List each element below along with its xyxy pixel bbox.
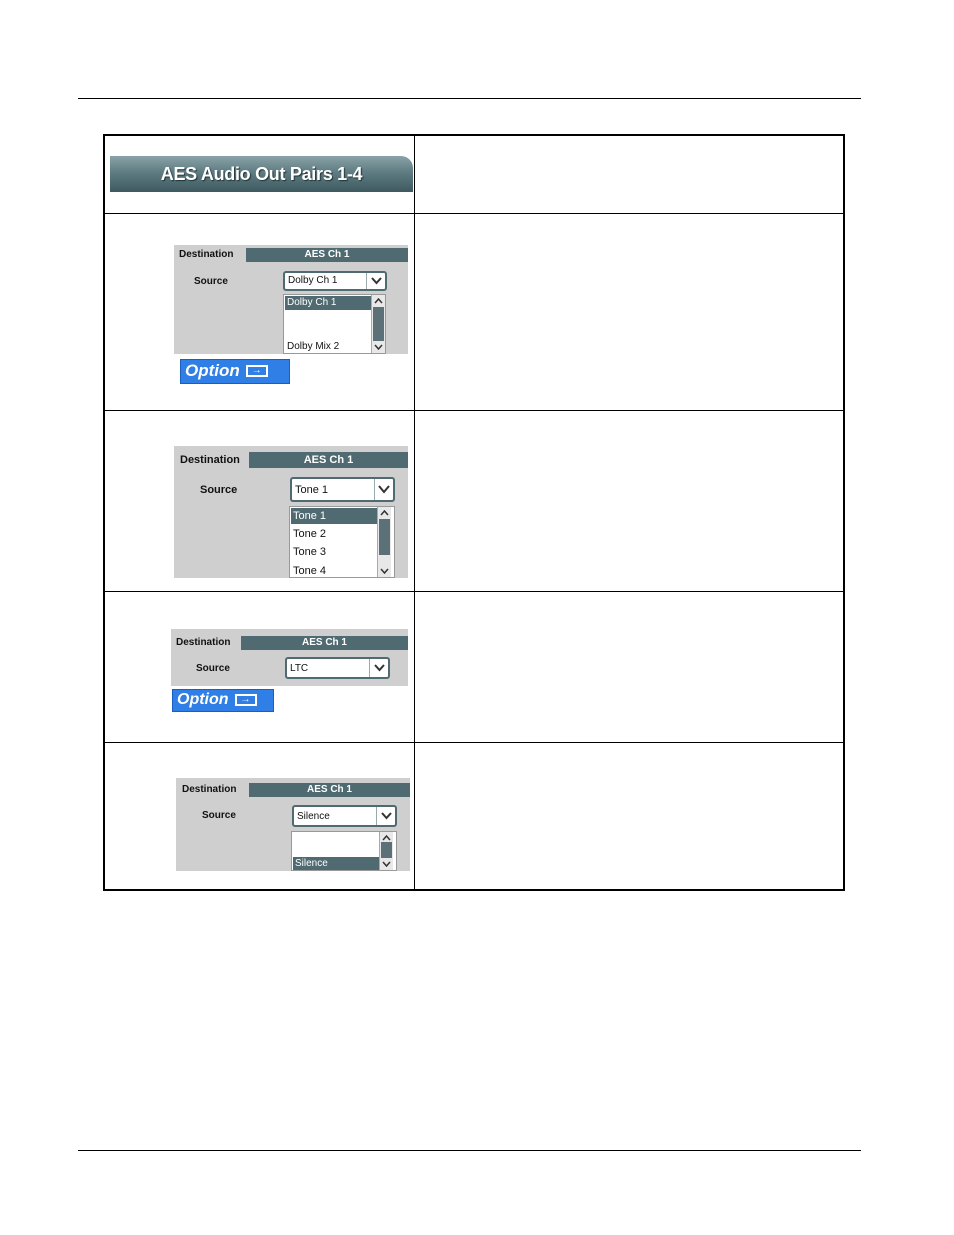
channel-bar: AES Ch 1 xyxy=(249,783,410,797)
list-item[interactable]: Tone 3 xyxy=(293,545,327,558)
option-button[interactable] xyxy=(172,689,274,712)
control-cell xyxy=(104,591,415,742)
list-item[interactable]: Tone 2 xyxy=(293,527,327,540)
scroll-down-icon[interactable] xyxy=(378,565,391,577)
table-row xyxy=(104,591,844,742)
destination-label: Destination xyxy=(179,248,234,260)
description-cell xyxy=(415,213,845,410)
source-panel-ltc xyxy=(171,629,408,686)
control-cell xyxy=(104,410,415,591)
dropdown-value: Silence xyxy=(297,810,330,822)
chevron-down-icon[interactable] xyxy=(366,273,385,289)
source-label: Source xyxy=(194,275,228,287)
table-row xyxy=(104,742,844,890)
scroll-down-icon[interactable] xyxy=(380,858,393,870)
channel-bar: AES Ch 1 xyxy=(249,452,408,468)
dropdown-value: Dolby Ch 1 xyxy=(288,274,338,286)
channel-bar: AES Ch 1 xyxy=(246,248,408,262)
table-row xyxy=(104,410,844,591)
source-dropdown[interactable] xyxy=(290,477,395,502)
scrollbar-thumb[interactable] xyxy=(373,307,384,341)
scroll-up-icon[interactable] xyxy=(372,295,385,307)
scroll-down-icon[interactable] xyxy=(372,341,385,353)
scrollbar[interactable] xyxy=(371,295,385,353)
channel-bar: AES Ch 1 xyxy=(241,636,408,650)
scrollbar-thumb[interactable] xyxy=(379,519,390,555)
scroll-up-icon[interactable] xyxy=(378,507,391,519)
header-rule xyxy=(78,98,861,99)
list-item[interactable]: Silence xyxy=(293,857,381,871)
dropdown-value: Tone 1 xyxy=(295,483,329,496)
source-panel-silence xyxy=(176,778,410,871)
source-label: Source xyxy=(202,809,236,821)
option-button[interactable] xyxy=(180,359,290,384)
table-row xyxy=(104,213,844,410)
scrollbar-thumb[interactable] xyxy=(381,842,392,858)
option-label: Option xyxy=(185,361,240,380)
destination-label: Destination xyxy=(176,636,231,648)
settings-table xyxy=(103,134,845,891)
description-cell xyxy=(415,591,845,742)
chevron-down-icon[interactable] xyxy=(376,807,395,825)
source-list[interactable] xyxy=(289,506,395,578)
header-cell xyxy=(104,135,415,213)
scrollbar[interactable] xyxy=(377,507,391,577)
list-item[interactable]: Tone 1 xyxy=(291,508,379,524)
list-item[interactable]: Dolby Mix 2 xyxy=(287,340,340,352)
dropdown-value: LTC xyxy=(290,662,309,674)
list-item[interactable]: Tone 4 xyxy=(293,564,327,577)
scrollbar[interactable] xyxy=(379,832,393,870)
source-panel-dolby xyxy=(174,245,408,354)
source-dropdown[interactable] xyxy=(285,657,390,679)
description-cell xyxy=(415,742,845,890)
description-cell xyxy=(415,135,845,213)
option-label: Option xyxy=(177,691,229,708)
source-dropdown[interactable] xyxy=(283,271,387,291)
table-row xyxy=(104,135,844,213)
section-header: AES Audio Out Pairs 1-4 xyxy=(110,156,413,192)
arrow-right-icon: → xyxy=(246,365,268,377)
arrow-right-icon: → xyxy=(235,694,257,706)
footer-rule xyxy=(78,1150,861,1151)
destination-label: Destination xyxy=(182,783,237,795)
description-cell xyxy=(415,410,845,591)
chevron-down-icon[interactable] xyxy=(374,479,393,500)
list-item[interactable]: Dolby Ch 1 xyxy=(285,296,373,310)
source-label: Source xyxy=(200,483,238,496)
source-label: Source xyxy=(196,662,230,674)
control-cell xyxy=(104,742,415,890)
chevron-down-icon[interactable] xyxy=(369,659,388,677)
control-cell xyxy=(104,213,415,410)
source-panel-tone xyxy=(174,446,408,578)
source-dropdown[interactable] xyxy=(292,805,397,827)
source-list[interactable] xyxy=(283,294,386,354)
source-list[interactable] xyxy=(291,831,397,871)
destination-label: Destination xyxy=(180,453,240,466)
